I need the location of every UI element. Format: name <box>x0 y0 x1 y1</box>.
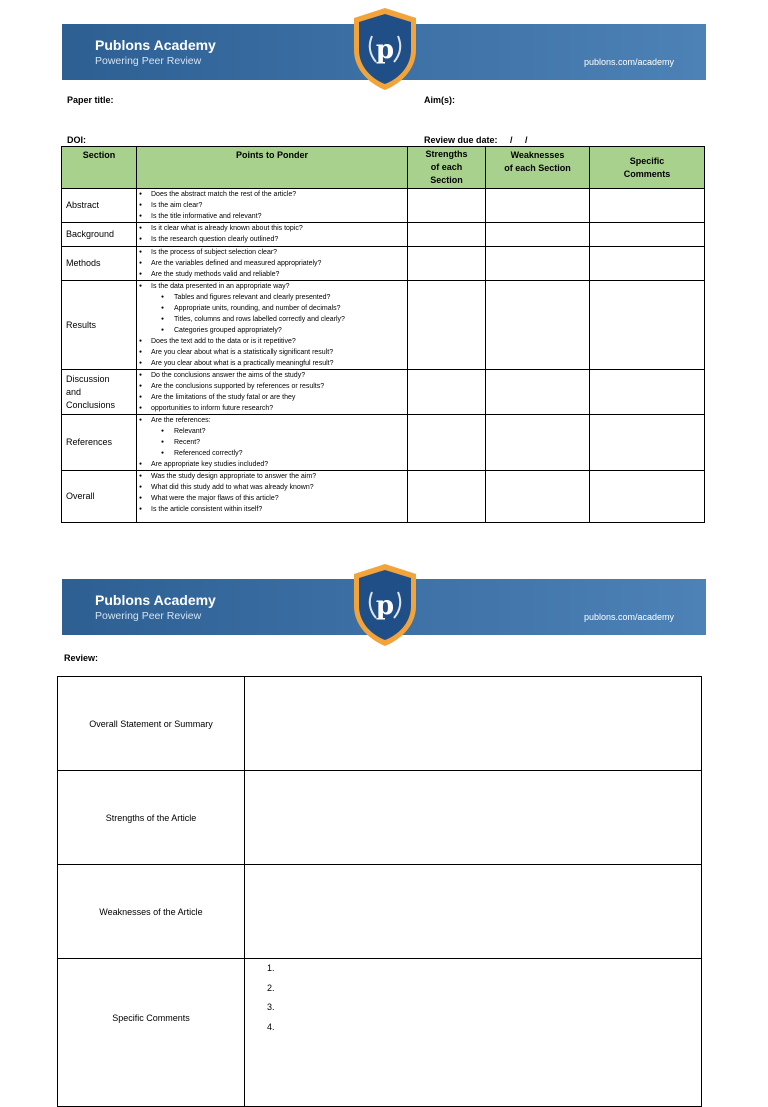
table-row-abstract <box>62 189 705 223</box>
list-item: ● Are the study methods valid and reliable? <box>137 269 407 280</box>
numbered-item: 1. <box>267 963 275 973</box>
doi-label: DOI: <box>67 135 86 145</box>
strengths-input-cell[interactable] <box>408 415 486 471</box>
list-item: ● Does the text add to the data or is it repetitive? <box>137 336 407 347</box>
header-strengths: Strengths of each Section <box>408 147 486 189</box>
list-item: ● Are the references: <box>137 415 407 426</box>
section-label: Overall <box>62 471 137 523</box>
list-item: ● Titles, columns and rows labelled correctly and clearly? <box>137 314 407 325</box>
points-cell <box>137 370 408 415</box>
table-header-row <box>62 147 705 189</box>
review-row-label: Overall Statement or Summary <box>58 677 245 771</box>
list-item: ● Tables and figures relevant and clearly presented? <box>137 292 407 303</box>
list-item: ● Are you clear about what is a practically meaningful result? <box>137 358 407 369</box>
section-label: Results <box>62 281 137 370</box>
list-item: ● Is the title informative and relevant? <box>137 211 407 222</box>
table-row-results <box>62 281 705 370</box>
paper-title-label: Paper title: <box>67 95 114 105</box>
specific-comments-input-cell[interactable] <box>245 959 702 1107</box>
section-label: Methods <box>62 247 137 281</box>
brand-url[interactable]: publons.com/academy <box>583 612 674 622</box>
list-item: ● Was the study design appropriate to answer the aim? <box>137 471 407 482</box>
section-label: Background <box>62 223 137 247</box>
points-cell <box>137 281 408 370</box>
brand-name: Publons Academy <box>95 592 216 608</box>
list-item: ● Are the conclusions supported by references or results? <box>137 381 407 392</box>
header-specific-comments: Specific Comments <box>590 147 705 189</box>
list-item: ● Are appropriate key studies included? <box>137 459 407 470</box>
brand-url[interactable]: publons.com/academy <box>583 57 674 67</box>
review-row-strengths <box>58 771 702 865</box>
list-item: ● What did this study add to what was already known? <box>137 482 407 493</box>
list-item: ● Are the limitations of the study fatal or are they <box>137 392 407 403</box>
review-due-date-label: Review due date: / / <box>424 135 528 145</box>
review-row-weaknesses <box>58 865 702 959</box>
strengths-input-cell[interactable] <box>408 471 486 523</box>
weaknesses-input-cell[interactable] <box>486 189 590 223</box>
points-cell <box>137 471 408 523</box>
points-cell <box>137 189 408 223</box>
review-row-label: Strengths of the Article <box>58 771 245 865</box>
review-table <box>57 676 702 1107</box>
comments-input-cell[interactable] <box>590 189 705 223</box>
section-label: Abstract <box>62 189 137 223</box>
table-row-background <box>62 223 705 247</box>
list-item: ● Does the abstract match the rest of the article? <box>137 189 407 200</box>
list-item: ● Appropriate units, rounding, and number of decimals? <box>137 303 407 314</box>
strengths-input-cell[interactable] <box>408 247 486 281</box>
list-item: ● Is the aim clear? <box>137 200 407 211</box>
comments-input-cell[interactable] <box>590 281 705 370</box>
list-item: ● Is it clear what is already known about this topic? <box>137 223 407 234</box>
strengths-input-cell[interactable] <box>408 370 486 415</box>
list-item: ● Categories grouped appropriately? <box>137 325 407 336</box>
points-cell <box>137 223 408 247</box>
points-cell <box>137 415 408 471</box>
brand-tagline: Powering Peer Review <box>95 55 202 67</box>
weaknesses-input-cell[interactable] <box>486 370 590 415</box>
header-weaknesses: Weaknesses of each Section <box>486 147 590 189</box>
numbered-item: 4. <box>267 1021 275 1032</box>
weaknesses-input-cell[interactable] <box>486 223 590 247</box>
weaknesses-input-cell[interactable] <box>486 247 590 281</box>
weaknesses-input-cell[interactable] <box>486 281 590 370</box>
header-points-to-ponder: Points to Ponder <box>137 147 408 189</box>
review-due-date-value[interactable]: / / <box>510 135 528 145</box>
section-label: References <box>62 415 137 471</box>
weaknesses-input-cell[interactable] <box>486 471 590 523</box>
list-item: ● Relevant? <box>137 426 407 437</box>
table-row-discussion <box>62 370 705 415</box>
table-row-overall <box>62 471 705 523</box>
list-item: ● Is the article consistent within itself? <box>137 504 407 515</box>
list-item: ● What were the major flaws of this article? <box>137 493 407 504</box>
list-item: ● Is the research question clearly outlined? <box>137 234 407 245</box>
publons-shield-icon <box>350 562 420 648</box>
summary-input-cell[interactable] <box>245 677 702 771</box>
strengths-input-cell[interactable] <box>408 189 486 223</box>
svg-text:p: p <box>375 591 395 621</box>
review-row-specific-comments <box>58 959 702 1107</box>
points-cell <box>137 247 408 281</box>
weaknesses-input-cell[interactable] <box>486 415 590 471</box>
list-item: ● Are you clear about what is a statistically significant result? <box>137 347 407 358</box>
strengths-input-cell[interactable] <box>408 281 486 370</box>
list-item: ● Is the data presented in an appropriate way? <box>137 281 407 292</box>
table-row-references <box>62 415 705 471</box>
review-row-label: Weaknesses of the Article <box>58 865 245 959</box>
publons-shield-icon <box>350 6 420 92</box>
list-item-continuation: ● opportunities to inform future research? <box>137 403 407 414</box>
comments-input-cell[interactable] <box>590 370 705 415</box>
aims-label: Aim(s): <box>424 95 455 105</box>
brand-tagline: Powering Peer Review <box>95 610 202 622</box>
weaknesses-input-cell[interactable] <box>245 865 702 959</box>
comments-input-cell[interactable] <box>590 223 705 247</box>
review-row-label: Specific Comments <box>58 959 245 1107</box>
comments-input-cell[interactable] <box>590 471 705 523</box>
table-row-methods <box>62 247 705 281</box>
svg-text:p: p <box>375 35 395 65</box>
numbered-item: 2. <box>267 982 275 993</box>
review-row-summary <box>58 677 702 771</box>
strengths-input-cell[interactable] <box>245 771 702 865</box>
header-section: Section <box>62 147 137 189</box>
comments-input-cell[interactable] <box>590 247 705 281</box>
review-label: Review: <box>64 653 99 663</box>
list-item: ● Do the conclusions answer the aims of the study? <box>137 370 407 381</box>
list-item: ● Is the process of subject selection clear? <box>137 247 407 258</box>
strengths-input-cell[interactable] <box>408 223 486 247</box>
numbered-item: 3. <box>267 1002 275 1012</box>
section-label: Discussion and Conclusions <box>62 370 137 415</box>
list-item: ● Recent? <box>137 437 407 448</box>
list-item: ● Referenced correctly? <box>137 448 407 459</box>
list-item: ● Are the variables defined and measured appropriately? <box>137 258 407 269</box>
brand-name: Publons Academy <box>95 37 216 53</box>
points-to-ponder-table <box>61 146 705 523</box>
comments-input-cell[interactable] <box>590 415 705 471</box>
